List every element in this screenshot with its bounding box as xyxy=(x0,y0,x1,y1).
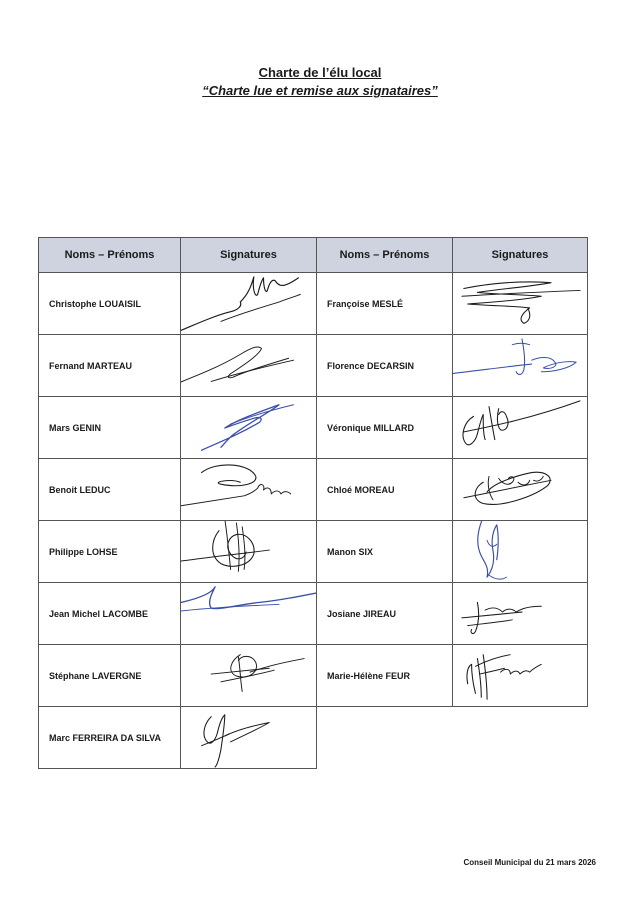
signature-cell-left-6 xyxy=(180,582,317,645)
document-subtitle: “Charte lue et remise aux signataires” xyxy=(202,83,438,98)
signatory-name-left-7: Stéphane LAVERGNE xyxy=(38,644,181,707)
signature-cell-left-7 xyxy=(180,644,317,707)
signature-mesle xyxy=(453,273,587,334)
signature-cell-left-4 xyxy=(180,458,317,521)
signature-lohse xyxy=(181,521,316,582)
signatory-name-right-4: Chloé MOREAU xyxy=(316,458,453,521)
signature-feur xyxy=(453,645,587,706)
signatory-name-right-2: Florence DECARSIN xyxy=(316,334,453,397)
signature-cell-right-5 xyxy=(452,520,588,583)
signature-cell-right-2 xyxy=(452,334,588,397)
signature-jireau xyxy=(453,583,587,644)
signatory-name-left-2: Fernand MARTEAU xyxy=(38,334,181,397)
signature-moreau xyxy=(453,459,587,520)
signature-cell-right-6 xyxy=(452,582,588,645)
header-names-right: Noms – Prénoms xyxy=(316,237,453,273)
signatory-name-right-1: Françoise MESLÉ xyxy=(316,272,453,335)
signature-cell-left-2 xyxy=(180,334,317,397)
signatory-name-left-6: Jean Michel LACOMBE xyxy=(38,582,181,645)
signatory-name-right-3: Véronique MILLARD xyxy=(316,396,453,459)
signature-marteau xyxy=(181,335,316,396)
signature-genin xyxy=(181,397,316,458)
signature-cell-right-7 xyxy=(452,644,588,707)
signature-leduc xyxy=(181,459,316,520)
signature-decarsin xyxy=(453,335,587,396)
signature-six xyxy=(453,521,587,582)
signatory-name-left-8: Marc FERREIRA DA SILVA xyxy=(38,706,181,769)
signature-cell-right-4 xyxy=(452,458,588,521)
signature-cell-left-5 xyxy=(180,520,317,583)
signature-louaisil xyxy=(181,273,316,334)
footer-meeting-date: Conseil Municipal du 21 mars 2026 xyxy=(463,858,596,867)
signature-cell-left-8 xyxy=(180,706,317,769)
header-signatures-left: Signatures xyxy=(180,237,317,273)
signature-ferreira-da-silva xyxy=(181,707,316,768)
signatory-name-right-5: Manon SIX xyxy=(316,520,453,583)
document-title: Charte de l’élu local xyxy=(258,65,382,80)
signatory-name-right-6: Josiane JIREAU xyxy=(316,582,453,645)
signature-lavergne xyxy=(181,645,316,706)
header-names-left: Noms – Prénoms xyxy=(38,237,181,273)
signature-cell-right-1 xyxy=(452,272,588,335)
signatory-name-left-5: Philippe LOHSE xyxy=(38,520,181,583)
signature-millard xyxy=(453,397,587,458)
signatory-name-left-1: Christophe LOUAISIL xyxy=(38,272,181,335)
signature-lacombe xyxy=(181,583,316,644)
signatory-name-left-3: Mars GENIN xyxy=(38,396,181,459)
signature-cell-left-3 xyxy=(180,396,317,459)
signature-cell-right-3 xyxy=(452,396,588,459)
document-header xyxy=(0,64,640,100)
signatory-name-left-4: Benoit LEDUC xyxy=(38,458,181,521)
signature-cell-left-1 xyxy=(180,272,317,335)
header-signatures-right: Signatures xyxy=(452,237,588,273)
signatory-name-right-7: Marie-Hélène FEUR xyxy=(316,644,453,707)
